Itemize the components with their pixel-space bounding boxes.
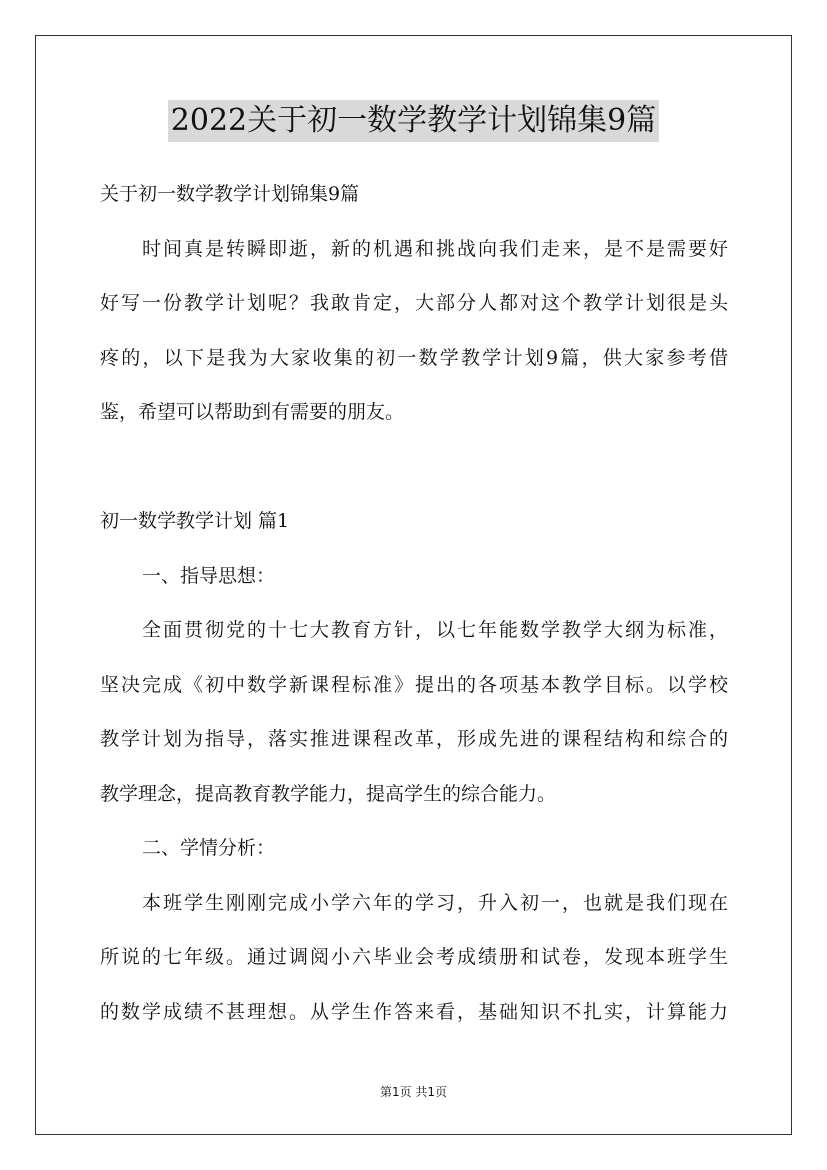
page-footer	[0, 1083, 827, 1100]
part2-line: 的数学成绩不甚理想。从学生作答来看，基础知识不扎实，计算能力	[100, 1000, 728, 1023]
part1-line: 坚决完成《初中数学新课程标准》提出的各项基本教学目标。以学校	[100, 673, 728, 696]
subtitle: 关于初一数学教学计划锦集9篇	[100, 183, 360, 205]
intro-line: 鉴，希望可以帮助到有需要的朋友。	[100, 401, 405, 423]
document-body	[100, 175, 728, 1047]
paragraph-gap	[100, 448, 728, 503]
page-number: 第1页 共1页	[379, 1085, 448, 1099]
part1-line: 全面贯彻党的十七大教育方针，以七年能数学教学大纲为标准，	[142, 619, 728, 641]
part2-line: 本班学生刚刚完成小学六年的学习，升入初一，也就是我们现在	[142, 891, 728, 914]
part1-heading: 一、指导思想：	[142, 564, 276, 587]
intro-line: 好写一份教学计划呢？我敢肯定，大部分人都对这个教学计划很是头	[100, 292, 728, 314]
section-heading: 初一数学教学计划 篇1	[100, 510, 290, 532]
intro-line: 时间真是转瞬即逝，新的机遇和挑战向我们走来，是不是需要好	[142, 237, 728, 260]
part1-line: 教学计划为指导，落实推进课程改革，形成先进的课程结构和综合的	[100, 728, 728, 750]
intro-line: 疼的，以下是我为大家收集的初一数学教学计划9篇，供大家参考借	[100, 346, 728, 369]
part1-line: 教学理念，提高教育教学能力，提高学生的综合能力。	[100, 782, 557, 805]
document-title: 2022关于初一数学教学计划锦集9篇	[168, 100, 659, 142]
part2-heading: 二、学情分析：	[142, 837, 276, 859]
title-wrap	[0, 100, 827, 142]
part2-line: 所说的七年级。通过调阅小六毕业会考成绩册和试卷，发现本班学生	[100, 946, 728, 968]
